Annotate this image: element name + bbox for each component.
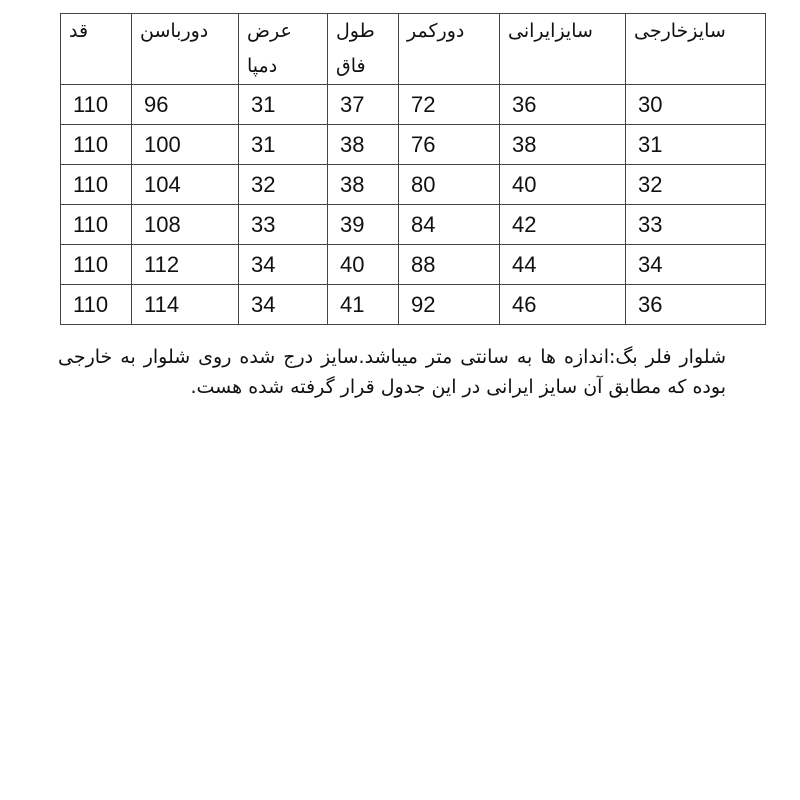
table-cell: 36 [626, 285, 766, 325]
table-cell: 72 [399, 85, 500, 125]
header-iranian-size: سایزایرانی [500, 14, 626, 85]
table-cell: 38 [328, 165, 399, 205]
table-cell: 40 [500, 165, 626, 205]
table-cell: 110 [61, 285, 132, 325]
table-cell: 88 [399, 245, 500, 285]
table-cell: 80 [399, 165, 500, 205]
table-cell: 31 [239, 85, 328, 125]
table-header-row [61, 14, 766, 85]
table-cell: 100 [132, 125, 239, 165]
table-cell: 30 [626, 85, 766, 125]
table-cell: 36 [500, 85, 626, 125]
table-cell: 31 [239, 125, 328, 165]
table-row [61, 205, 766, 245]
size-table [60, 13, 766, 325]
table-cell: 84 [399, 205, 500, 245]
table-cell: 110 [61, 205, 132, 245]
table-cell: 33 [626, 205, 766, 245]
table-cell: 40 [328, 245, 399, 285]
table-cell: 112 [132, 245, 239, 285]
table-row [61, 245, 766, 285]
size-note: شلوار فلر بگ:اندازه ها به سانتی متر میباشد.سایز درج شده روی شلوار به خارجی بوده که مطابق آن سایز ایرانی در این جدول قرار گرفته شده هست. [58, 346, 726, 398]
table-row [61, 85, 766, 125]
table-cell: 110 [61, 165, 132, 205]
header-waist: دورکمر [399, 14, 500, 85]
table-cell: 104 [132, 165, 239, 205]
table-cell: 42 [500, 205, 626, 245]
table-cell: 92 [399, 285, 500, 325]
table-cell: 96 [132, 85, 239, 125]
table-cell: 32 [239, 165, 328, 205]
table-cell: 38 [500, 125, 626, 165]
table-cell: 110 [61, 125, 132, 165]
table-cell: 110 [61, 245, 132, 285]
table-cell: 114 [132, 285, 239, 325]
table-cell: 76 [399, 125, 500, 165]
table-cell: 108 [132, 205, 239, 245]
table-cell: 38 [328, 125, 399, 165]
table-cell: 110 [61, 85, 132, 125]
header-rise: طول فاق [328, 14, 399, 85]
table-row [61, 125, 766, 165]
table-cell: 41 [328, 285, 399, 325]
header-foreign-size: سایزخارجی [626, 14, 766, 85]
table-cell: 34 [239, 245, 328, 285]
table-cell: 34 [239, 285, 328, 325]
header-height: قد [61, 14, 132, 85]
table-cell: 33 [239, 205, 328, 245]
table-row [61, 165, 766, 205]
table-cell: 46 [500, 285, 626, 325]
header-hip: دورباسن [132, 14, 239, 85]
header-hem-width: عرض دمپا [239, 14, 328, 85]
table-cell: 39 [328, 205, 399, 245]
table-cell: 44 [500, 245, 626, 285]
table-cell: 37 [328, 85, 399, 125]
table-cell: 32 [626, 165, 766, 205]
table-cell: 34 [626, 245, 766, 285]
table-cell: 31 [626, 125, 766, 165]
table-row [61, 285, 766, 325]
